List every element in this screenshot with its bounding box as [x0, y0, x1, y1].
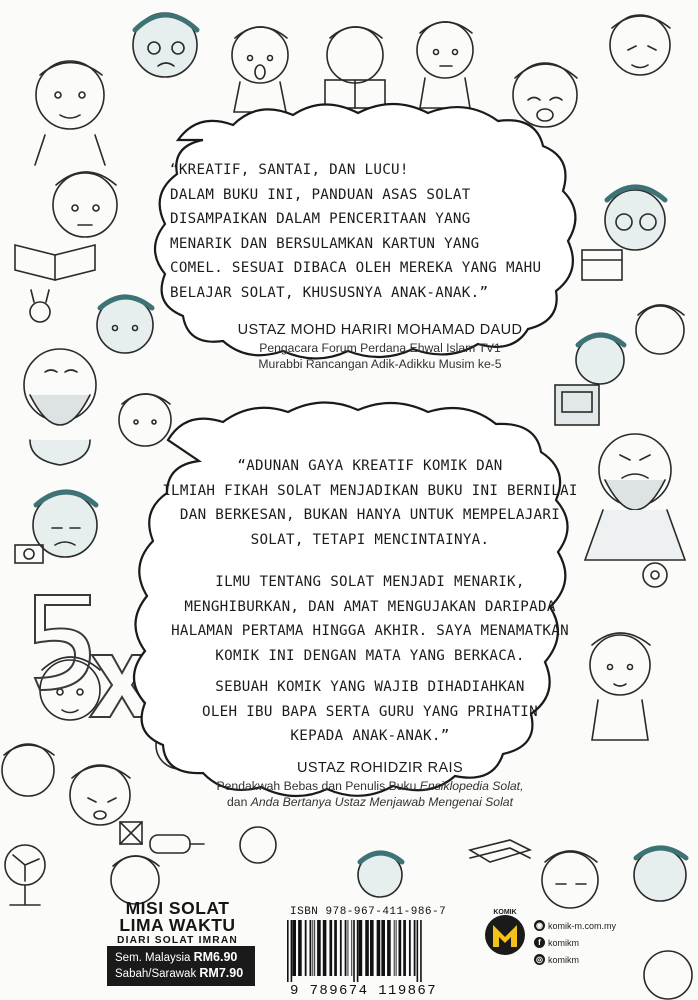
quote-2-book-title: Anda Bertanya Ustaz Menjawab Mengenai Solat — [250, 795, 513, 809]
facebook-row[interactable] — [534, 937, 579, 948]
quote-2-line: SOLAT, TETAPI MENCINTAINYA. — [250, 531, 490, 548]
book-title-line-2: LIMA WAKTU — [119, 915, 236, 935]
book-title-line-1: MISI SOLAT — [125, 898, 230, 918]
price-box — [107, 946, 255, 986]
quote-2-line: MENGHIBURKAN, DAN AMAT MENGUJAKAN DARIPADA — [184, 598, 556, 615]
price-west-malaysia — [115, 950, 255, 966]
quote-2-line: DAN BERKESAN, BUKAN HANYA UNTUK MEMPELAJARI — [179, 507, 561, 524]
barcode-bar — [420, 920, 422, 982]
quote-2-line: HALAMAN PERTAMA HINGGA AKHIR. SAYA MENAMATKAN — [171, 623, 569, 640]
quote-2-line: KOMIK INI DENGAN MATA YANG BERKACA. — [215, 647, 525, 664]
barcode-bar — [351, 920, 352, 976]
barcode-bar — [291, 920, 293, 982]
barcode-bar — [381, 920, 385, 976]
price-label: Sem. Malaysia — [115, 952, 194, 964]
barcode-bar — [409, 920, 411, 976]
barcode-bar — [329, 920, 332, 976]
quote-2-line: ILMIAH FIKAH SOLAT MENJADIKAN BUKU INI BERNILAI — [162, 482, 578, 499]
barcode-bar — [348, 920, 349, 976]
quote-2-author: USTAZ ROHIDZIR RAIS — [296, 760, 464, 776]
quote-1-line: DALAM BUKU INI, PANDUAN ASAS SOLAT — [170, 186, 471, 203]
barcode-bar — [357, 920, 359, 982]
quote-2-role-line-2 — [160, 795, 580, 811]
instagram-row[interactable] — [534, 954, 579, 965]
isbn-number: 9 789674 119867 — [290, 983, 438, 999]
price-label: Sabah/Sarawak — [115, 968, 200, 980]
barcode-bar — [310, 920, 312, 976]
price-value: RM6.90 — [193, 950, 238, 964]
quote-2-line: SEBUAH KOMIK YANG WAJIB DIHADIAHKAN — [215, 679, 525, 695]
quote-1-text — [170, 158, 560, 306]
book-title-block — [100, 900, 255, 947]
quote-2-line: OLEH IBU BAPA SERTA GURU YANG PRIHATIN — [202, 703, 538, 720]
barcode-bar — [287, 920, 289, 982]
facebook-text: komikm — [548, 937, 579, 948]
quote-2-line: “ADUNAN GAYA KREATIF KOMIK DAN — [237, 458, 503, 474]
website-text: komik-m.com.my — [548, 920, 616, 931]
barcode-bar — [399, 920, 402, 976]
quote-2-line: ILMU TENTANG SOLAT MENJADI MENARIK, — [215, 574, 525, 590]
quote-2-paragraph-1 — [150, 454, 590, 552]
barcode-bar — [377, 920, 381, 976]
barcode-bar — [345, 920, 347, 976]
quote-2-role-text: dan — [227, 795, 251, 809]
barcode-bar — [312, 920, 313, 976]
quote-2-paragraph-2 — [150, 570, 590, 668]
price-value: RM7.90 — [199, 966, 244, 980]
barcode-bar — [292, 920, 296, 976]
quote-1-line: COMEL. SESUAI DIBACA OLEH MEREKA YANG MAHU — [170, 260, 542, 277]
barcode-bar — [317, 920, 321, 976]
barcode-bar — [353, 920, 355, 982]
facebook-icon: f — [534, 937, 545, 948]
quote-1-role-line-1: Pengacara Forum Perdana Ehwal Islam TV1 — [259, 341, 501, 355]
barcode-bar — [334, 920, 337, 976]
barcode-bar — [387, 920, 391, 976]
komik-m-logo — [484, 905, 526, 959]
book-subtitle: DIARI SOLAT IMRAN — [117, 935, 238, 946]
barcode — [283, 920, 473, 982]
svg-text:KOMIK: KOMIK — [493, 909, 517, 916]
barcode-bar — [414, 920, 416, 976]
quote-1-line: “KREATIF, SANTAI, DAN LUCU! — [170, 162, 409, 178]
quote-2-paragraph-3 — [150, 675, 590, 749]
barcode-bar — [365, 920, 369, 976]
barcode-bar — [417, 920, 419, 982]
globe-icon: ◉ — [534, 920, 545, 931]
quote-2-book-title: Ensiklopedia Solat, — [419, 779, 524, 793]
quote-2-line: KEPADA ANAK-ANAK.” — [290, 728, 450, 745]
website-row[interactable] — [534, 920, 616, 931]
barcode-bar — [340, 920, 342, 976]
quote-1-author: USTAZ MOHD HARIRI MOHAMAD DAUD — [237, 322, 523, 338]
price-east-malaysia — [115, 966, 255, 982]
quote-2-role-line-1 — [160, 779, 580, 795]
barcode-bar — [370, 920, 374, 976]
barcode-bar — [305, 920, 307, 976]
barcode-bar — [403, 920, 406, 976]
quote-1-line: MENARIK DAN BERSULAMKAN KARTUN YANG — [170, 235, 480, 252]
instagram-icon: ◎ — [534, 954, 545, 965]
quote-1-role-line-2: Murabbi Rancangan Adik-Adikku Musim ke-5 — [258, 357, 502, 371]
quote-1-line: DISAMPAIKAN DALAM PENCERITAAN YANG — [170, 211, 471, 228]
barcode-bar — [394, 920, 395, 976]
isbn-label: ISBN 978-967-411-986-7 — [290, 906, 447, 918]
quote-2-role-text: Pendakwah Bebas dan Penulis Buku — [216, 779, 420, 793]
barcode-bar — [298, 920, 302, 976]
barcode-bar — [359, 920, 363, 976]
barcode-bar — [314, 920, 315, 976]
instagram-text: komikm — [548, 954, 579, 965]
quote-1-line: BELAJAR SOLAT, KHUSUSNYA ANAK-ANAK.” — [170, 284, 489, 301]
barcode-bar — [323, 920, 327, 976]
barcode-bar — [396, 920, 397, 976]
